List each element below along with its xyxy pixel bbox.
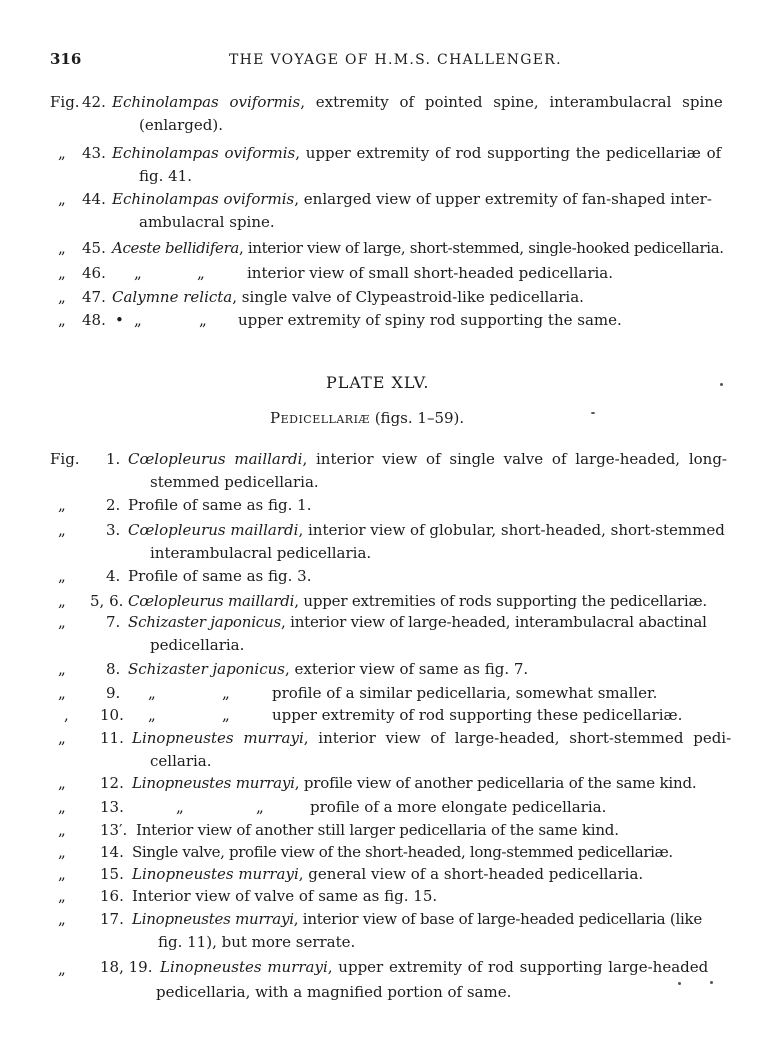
ditto-mark: „: [256, 798, 264, 816]
ditto-mark: „: [148, 706, 156, 724]
ditto-mark: „: [58, 592, 66, 610]
ditto-mark: „: [58, 821, 66, 839]
fig-description: , interior view of large, short-stemmed, single-hooked pedicellaria.: [239, 239, 724, 257]
fig-text: [128, 452, 727, 467]
fig-number: 42.: [82, 93, 106, 111]
species-name: Aceste bellidifera: [112, 239, 239, 257]
fig-description: , exterior view of same as fig. 7.: [284, 660, 529, 678]
fig-description: profile of a more elongate pedicellaria.: [310, 798, 607, 816]
scan-speck: [720, 383, 723, 386]
ditto-mark: „: [58, 288, 66, 306]
fig-description: , interior view of base of large-headed pedicellaria (like: [293, 910, 703, 928]
fig-description: , profile view of another pedicellaria of the same kind.: [294, 774, 697, 792]
scan-speck: [591, 412, 595, 414]
fig-number: 3.: [106, 521, 121, 539]
fig-continuation: interambulacral pedicellaria.: [150, 544, 372, 562]
fig-number: 9.: [106, 684, 121, 702]
fig-description: Profile of same as fig. 3.: [128, 567, 312, 585]
fig-text: [132, 867, 643, 882]
fig-description: profile of a similar pedicellaria, somewhat smaller.: [272, 684, 658, 702]
fig-continuation: pedicellaria, with a magnified portion of same.: [156, 983, 512, 1001]
fig-description: , enlarged view of upper extremity of fan-shaped inter-: [294, 190, 712, 208]
ditto-mark: „: [134, 311, 142, 329]
species-name: Cœlopleurus maillardi: [128, 521, 299, 539]
fig-number: 45.: [82, 239, 106, 257]
species-name: Linopneustes murrayi: [132, 910, 294, 928]
fig-description: interior view of small short-headed pedicellaria.: [247, 264, 613, 282]
ditto-mark: „: [58, 496, 66, 514]
ditto-mark: „: [58, 729, 66, 747]
fig-description: , interior view of globular, short-headed, short-stemmed: [298, 521, 725, 539]
fig-number: 17.: [100, 910, 124, 928]
ditto-mark: „: [58, 887, 66, 905]
fig-description: , interior view of large-headed, short-stemmed pedi-: [303, 729, 732, 747]
fig-description: , upper extremity of rod supporting large-headed: [327, 958, 709, 976]
fig-number: 44.: [82, 190, 106, 208]
fig-number: 4.: [106, 567, 121, 585]
species-name: Echinolampas oviformis: [112, 144, 296, 162]
fig-description: upper extremity of rod supporting these pedicellariæ.: [272, 706, 683, 724]
plate-subtitle: [270, 411, 464, 426]
fig-text: [128, 662, 528, 677]
fig-number: 48.: [82, 311, 106, 329]
ditto-mark: „: [58, 311, 66, 329]
species-name: Echinolampas oviformis: [112, 190, 295, 208]
fig-number: 5, 6.: [90, 592, 124, 610]
fig-text: [128, 523, 725, 538]
ditto-mark: „: [58, 843, 66, 861]
fig-text: [112, 241, 724, 256]
species-name: Echinolampas oviformis: [112, 93, 301, 111]
species-name: Cœlopleurus maillardi: [128, 592, 295, 610]
scan-speck: [710, 981, 713, 984]
running-title: THE VOYAGE OF H.M.S. CHALLENGER.: [229, 52, 562, 68]
ditto-mark: „: [58, 684, 66, 702]
fig-number: 8.: [106, 660, 121, 678]
fig-number: 13′.: [100, 821, 128, 839]
fig-number: 18, 19.: [100, 958, 153, 976]
fig-text: [128, 594, 707, 609]
ditto-mark: „: [58, 264, 66, 282]
ditto-mark: „: [176, 798, 184, 816]
fig-text: [112, 192, 712, 207]
fig-continuation: stemmed pedicellaria.: [150, 473, 319, 491]
fig-text: [112, 146, 721, 161]
fig-text: [132, 912, 702, 927]
ditto-mark: „: [58, 521, 66, 539]
ditto-mark: „: [58, 960, 66, 978]
ditto-mark: „: [58, 865, 66, 883]
ditto-mark: „: [58, 190, 66, 208]
page-number: 316: [50, 50, 82, 68]
fig-number: 14.: [100, 843, 124, 861]
fig-description: , upper extremities of rods supporting the pedicellariæ.: [294, 592, 707, 610]
fig-description: Interior view of another still larger pedicellaria of the same kind.: [136, 821, 619, 839]
scan-speck: [678, 982, 681, 985]
fig-description: upper extremity of spiny rod supporting the same.: [238, 311, 622, 329]
fig-number: 43.: [82, 144, 106, 162]
bullet-mark: •: [115, 311, 124, 329]
species-name: Schizaster japonicus: [128, 613, 281, 631]
fig-description: Single valve, profile view of the short-headed, long-stemmed pedicellariæ.: [132, 843, 673, 861]
fig-text: [132, 776, 696, 791]
fig-description: , extremity of pointed spine, interambulacral spine: [300, 93, 723, 111]
fig-description: , upper extremity of rod supporting the pedicellariæ of: [295, 144, 722, 162]
fig-number: 10.: [100, 706, 124, 724]
fig-number: 2.: [106, 496, 121, 514]
fig-description: Interior view of valve of same as fig. 15.: [132, 887, 438, 905]
ditto-mark: ,: [64, 706, 69, 724]
ditto-mark: „: [148, 684, 156, 702]
fig-continuation: fig. 11), but more serrate.: [158, 933, 356, 951]
ditto-mark: „: [222, 706, 230, 724]
species-name: Linopneustes murrayi: [132, 729, 304, 747]
ditto-mark: „: [58, 144, 66, 162]
plate-subtitle-range: (figs. 1–59).: [369, 409, 465, 427]
fig-text: [132, 731, 731, 746]
ditto-mark: „: [222, 684, 230, 702]
fig-number: 12.: [100, 774, 124, 792]
fig-text: [112, 95, 723, 110]
species-name: Cœlopleurus maillardi: [128, 450, 303, 468]
species-name: Calymne relicta: [112, 288, 233, 306]
ditto-mark: „: [58, 613, 66, 631]
species-name: Linopneustes murrayi: [132, 774, 295, 792]
fig-text: [160, 960, 708, 975]
ditto-mark: „: [134, 264, 142, 282]
ditto-mark: „: [58, 910, 66, 928]
fig-continuation: (enlarged).: [139, 116, 224, 134]
fig-number: 46.: [82, 264, 106, 282]
fig-description: , interior view of single valve of large-headed, long-: [302, 450, 727, 468]
ditto-mark: „: [199, 311, 207, 329]
fig-continuation: cellaria.: [150, 752, 212, 770]
fig-prefix: Fig.: [50, 93, 80, 111]
species-name: Linopneustes murrayi: [132, 865, 299, 883]
fig-continuation: pedicellaria.: [150, 636, 245, 654]
fig-description: , interior view of large-headed, interambulacral abactinal: [280, 613, 707, 631]
plate-title: PLATE XLV.: [326, 373, 430, 392]
fig-number: 13.: [100, 798, 124, 816]
ditto-mark: „: [58, 798, 66, 816]
fig-text: [128, 615, 707, 630]
fig-number: 16.: [100, 887, 124, 905]
fig-description: Profile of same as fig. 1.: [128, 496, 312, 514]
species-name: Linopneustes murrayi: [160, 958, 328, 976]
fig-number: 1.: [106, 450, 121, 468]
ditto-mark: „: [197, 264, 205, 282]
plate-subtitle-smallcaps: Pedicellariæ: [270, 409, 370, 427]
ditto-mark: „: [58, 660, 66, 678]
fig-prefix: Fig.: [50, 450, 80, 468]
species-name: Schizaster japonicus: [128, 660, 285, 678]
ditto-mark: „: [58, 567, 66, 585]
fig-continuation: fig. 41.: [139, 167, 192, 185]
fig-number: 47.: [82, 288, 106, 306]
fig-number: 15.: [100, 865, 124, 883]
fig-description: , single valve of Clypeastroid-like pedicellaria.: [232, 288, 584, 306]
fig-text: [112, 290, 584, 305]
fig-number: 7.: [106, 613, 121, 631]
fig-number: 11.: [100, 729, 124, 747]
ditto-mark: „: [58, 239, 66, 257]
ditto-mark: „: [58, 774, 66, 792]
fig-continuation: ambulacral spine.: [139, 213, 275, 231]
fig-description: , general view of a short-headed pedicellaria.: [298, 865, 644, 883]
